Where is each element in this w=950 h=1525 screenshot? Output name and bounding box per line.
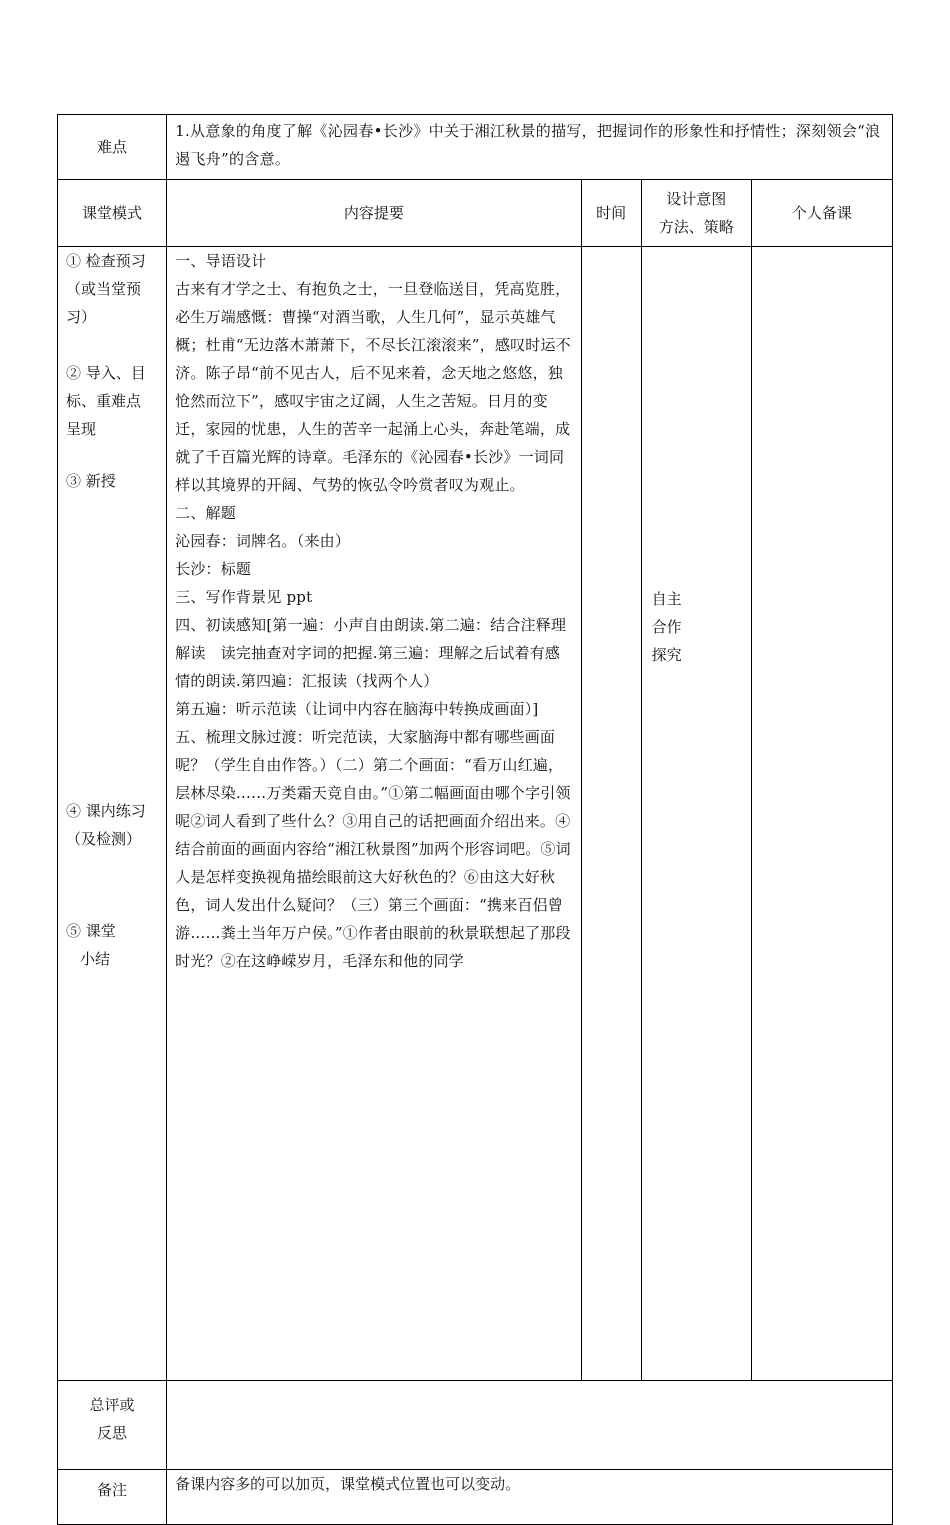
mode-4-line-a: ④ 课内练习 [66,802,146,820]
lesson-plan-table [57,114,893,1525]
mode-5-line-b: 小结 [80,950,111,968]
content-intro-heading: 一、导语设计 [175,252,267,270]
mode-4-line-b: （及检测） [66,830,142,848]
time-column [581,247,641,1381]
method-cooperation: 合作 [651,618,682,636]
content-body [167,247,580,1042]
mode-1-line-a: ① 检查预习 [66,252,146,270]
mode-1-line-c: 习） [66,308,97,326]
header-intent-line1: 设计意图 [666,190,727,208]
review-label-line1: 总评或 [89,1396,135,1414]
body-row [58,247,893,1381]
content-background: 三、写作背景见 ppt [175,588,313,606]
content-title-line2: 长沙：标题 [175,560,252,578]
mode-2-line-a: ② 导入、目 [66,364,146,382]
method-inquiry: 探究 [651,646,682,664]
content-title-line1: 沁园春：词牌名。（来由） [175,532,351,550]
mode-5-line-a: ⑤ 课堂 [66,922,116,940]
notes-text: 备课内容多的可以加页，课堂模式位置也可以变动。 [167,1470,893,1525]
method-self-study: 自主 [651,590,682,608]
review-row [58,1381,893,1470]
notes-label-cell [58,1470,167,1525]
review-label-line2: 反思 [97,1424,128,1442]
header-content: 内容提要 [167,180,581,247]
review-text [167,1381,893,1470]
content-intro-text: 古来有才学之士、有抱负之士，一旦登临送目，凭高览胜，必生万端感慨：曹操“对酒当歌，人生几何”，显示英雄气概；杜甫“无边落木萧萧下，不尽长江滚滚来”，感叹时运不济。陈子昂“前不见古人，后不见来着，念天地之悠悠，独怆然而泣下”，感叹宇宙之辽阔，人生之苦短。日月的变迁，家园的忧患，人生的苦辛一起涌上心头，奔赴笔端，成就了千百篇光辉的诗章。毛泽东的《沁园春•长沙》一词同样以其境界的开阔、气势的恢弘令吟赏者叹为观止。 [175,280,571,494]
mode-3: ③ 新授 [66,472,116,490]
review-label-cell [58,1381,167,1470]
difficulty-row [58,115,893,180]
content-title-heading: 二、解题 [175,504,236,522]
personal-column [751,247,892,1381]
mode-column [58,247,167,1381]
header-row [58,180,893,247]
mode-1-line-b: （或当堂预 [66,280,142,298]
mode-2-line-b: 标、重难点 [66,392,142,410]
mode-2-line-c: 呈现 [66,420,97,438]
header-intent-line2: 方法、策略 [658,218,734,236]
notes-label: 备注 [97,1481,128,1499]
content-structure: 五、梳理文脉过渡：听完范读，大家脑海中都有哪些画面呢？（学生自由作答。）（二）第二个画面：“看万山红遍，层林尽染……万类霜天竞自由。”①第二幅画面由哪个字引领呢②词人看到了些什么？③用自己的话把画面介绍出来。④结合前面的画面内容给“湘江秋景图”加两个形容词吧。⑤词人是怎样变换视角描绘眼前这大好秋色的？⑥由这大好秋色，词人发出什么疑问？（三）第三个画面：“携来百侣曾游……粪土当年万户侯。”①作者由眼前的秋景联想起了那段时光？②在这峥嵘岁月，毛泽东和他的同学 [175,728,571,970]
methods-column [641,247,751,1381]
header-personal: 个人备课 [751,180,892,247]
content-column [167,247,581,1381]
content-first-reading: 四、初读感知[第一遍：小声自由朗读.第二遍：结合注释理解读 读完抽查对字词的把握.第三遍：理解之后试着有感情的朗读.第四遍：汇报读（找两个人） [175,616,567,690]
header-intent [641,180,751,247]
difficulty-label: 难点 [58,115,167,180]
difficulty-text: 1.从意象的角度了解《沁园春•长沙》中关于湘江秋景的描写，把握词作的形象性和抒情性；深刻领会“浪遏飞舟”的含意。 [167,115,893,180]
header-mode: 课堂模式 [58,180,167,247]
header-time: 时间 [581,180,641,247]
notes-row [58,1470,893,1525]
content-fifth-reading: 第五遍：听示范读（让词中内容在脑海中转换成画面）] [175,700,539,718]
